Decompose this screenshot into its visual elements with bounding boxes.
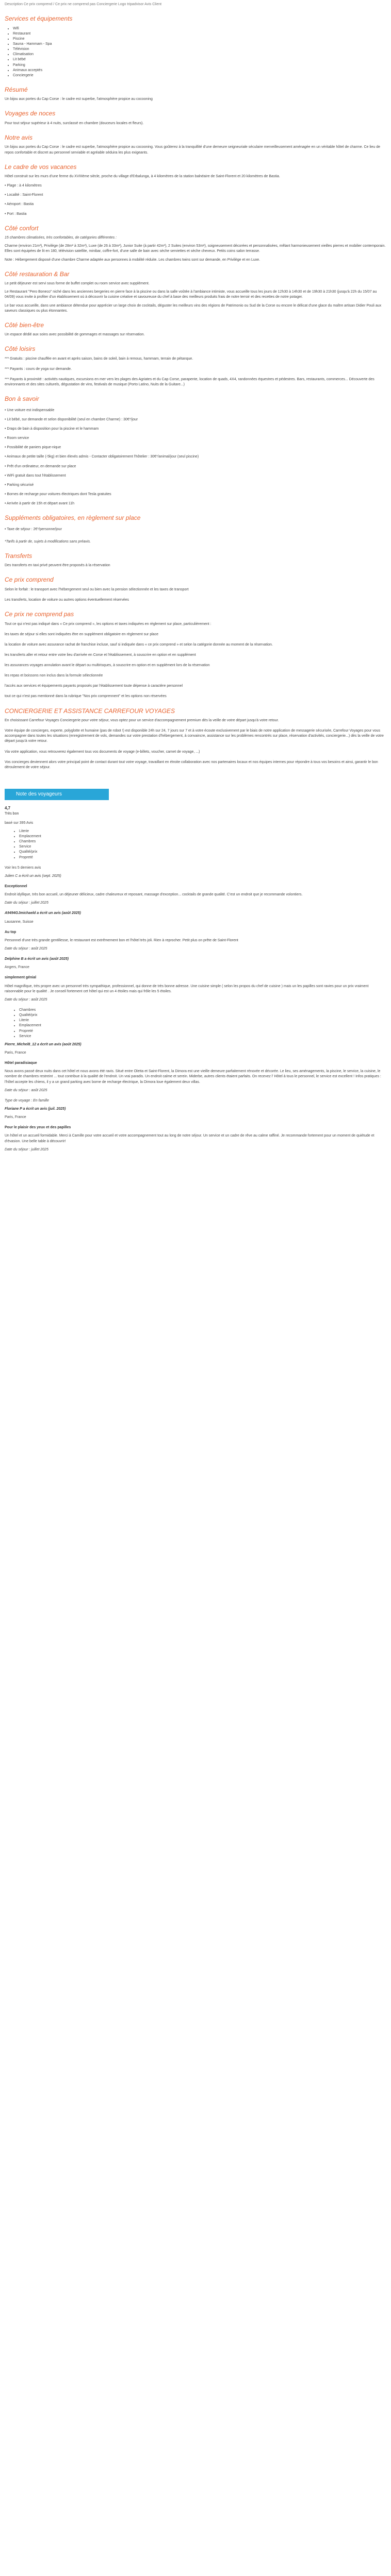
resume-text: Un bijou aux portes du Cap Corse : le cadre est superbe, l'atmosphère propice au cocooning [5,97,153,101]
page-root [0,0,391,1153]
service-item: • Parking [13,63,386,68]
supplements-note: *Tarifs à partir de, sujets à modifications sans préavis. [5,539,91,544]
review-date: Date du séjour : août 2025 [5,1088,47,1092]
confort-intro: 15 chambres climatisées, très confortables, de catégories différentes : [5,236,117,240]
necomprend-item: les repas et boissons non inclus dans la formule sélectionnée [5,674,103,678]
bonavoir-item: • WiFi gratuit dans tout l'établissement [5,473,66,478]
review-location: Lausanne, Suisse [5,920,34,924]
bonavoir-item-text: Possibilité de paniers pique-nique [7,446,61,450]
transferts-title: Transferts [5,552,32,560]
voyages-title: Voyages de noces [5,110,56,117]
necomprend-item: la location de voiture avec assurance rachat de franchise incluse, sauf si indiquée dans « ce prix comprend » et selon la catégorie donnée au moment de la réservation. [5,642,273,647]
review-trip-type: Type de voyage : En famille [5,1098,49,1103]
bonavoir-item: • Parking sécurisé [5,483,34,487]
cadre-title: Le cadre de vos vacances [5,163,77,171]
restauration-title: Côté restauration & Bar [5,270,70,278]
review-item [5,911,386,924]
services-list [13,26,386,78]
service-item: • Restaurant [13,31,386,37]
review-item [5,1098,386,1153]
bonavoir-item: • Lit bébé, sur demande et selon disponibilité (seul en chambre Charme) : 30€*/jour [5,417,138,421]
conciergerie-p3: Via votre application, vous retrouverez également tous vos documents de voyage (e-billets, voucher, carnet de voyage, ...) [5,750,200,754]
criterion-item: • Literie [19,1018,386,1023]
supplements-title: Suppléments obligatoires, en règlement sur place [5,514,141,522]
review-score: 4,7 [5,806,11,810]
review-title: Exceptionnel [5,885,27,888]
bonavoir-item-text: Draps de bain à disposition pour la piscine et le hammam [7,427,99,431]
necomprend-item: les assurances voyages annulation avant le départ ou multirisques, à souscrire en option et en supplément lors de la réservation [5,664,210,668]
service-item: • Piscine [13,37,386,42]
service-item: • Télévision [13,47,386,52]
review-count: basé sur 395 Avis [5,821,34,825]
criterion-item: • Chambres [19,839,386,844]
bonavoir-item: • Une voiture est indispensable [5,408,55,412]
loisirs-title: Côté loisirs [5,345,36,353]
service-item: • Lit bébé [13,57,386,62]
cadre-text: Hôtel construit sur les murs d'une ferme du XVIIIème siècle, proche du village d'Erbalunga, à 4 kilomètres de la station balnéaire de Saint-Florent et 20 kilomètres de Bastia. [5,175,280,179]
bonavoir-item-text: Room service [7,436,29,440]
bonavoir-item-text: Prêt d'un ordinateur, en demande sur place [7,464,76,468]
criterion-item: • Emplacement [19,834,386,839]
review-text: Personnel d'une très grande gentillesse, le restaurant est extrêmement bon et l'hôtel très joli. Rien à reprocher. Petit plus on prête de Saint-Florent [5,938,238,942]
criterion-item: • Service [19,844,386,850]
review-date: Date du séjour : août 2025 [5,997,47,1002]
supplement-item-text: Taxe de séjour : 2€*/personne/jour [7,527,62,531]
criterion-item: • Chambres [19,1008,386,1013]
restauration-p3: Le bar vous accueille, dans une ambiance détendue pour apprécier un large choix de cocktails, déguster les meilleurs vins des régions de Patrimonio ou Sud de la Corse ou encore le délicat d'une glace du maître artisan Didier Pouli aux saveurs classiques ou plus étonnantes. [5,303,382,313]
review-item [5,975,386,1003]
bonavoir-item-text: Une voiture est indispensable [7,408,55,412]
necomprend-item: l'accès aux services et équipements payants proposés par l'établissement toute dépense à caractère personnel [5,684,183,688]
service-item: • Conciergerie [13,73,386,78]
conciergerie-p4: Vos concierges deviennent alors votre principal point de contact durant tout votre voyage, travaillant en étroite collaboration avec nos partenaires locaux et nos équipes internes pour répondre à tous vos besoins et ainsi, garantir le bon déroulement de votre séjour. [5,760,378,769]
conciergerie-p2: Votre équipe de concierges, experte, polyglotte et humaine (pas de robot !) est disponible 24h sur 24, 7 jours sur 7 et à votre écoute exclusivement par le biais de notre application de messagerie sécurisée, Carrefour Voyages pour vous accompagner dans toutes les situations (enregistrement de vols, demandes sur votre prestation d'hébergement, à convaincre, assistance sur les problèmes rencontrés sur place, réservation d'activités, conciergerie...) dès la veille de votre départ jusqu'à votre retour. [5,729,384,743]
review-item [5,957,386,970]
bonavoir-item: • Draps de bain à disposition pour la piscine et le hammam [5,427,99,431]
bonavoir-item-text: Lit bébé, sur demande et selon disponibilité (seul en chambre Charme) : 30€*/jour [7,417,138,421]
review-author: Julien C a écrit un avis (sept. 2025) [5,874,61,878]
cadre-item: • Aéroport : Bastia [5,202,34,207]
bonavoir-title: Bon à savoir [5,395,39,403]
review-label: Très bon [5,811,19,816]
services-title: Services et équipements [5,15,73,23]
criterion-item: • Propreté [19,1029,386,1034]
review-item [5,874,386,906]
loisirs-proximite: *** Payants à proximité : activités nautiques, excursions en mer vers les plages des Agriates et du Cap Corse, parapente, location de quads, 4X4, randonnées équestres et pédestres. Bars, restaurants, commerces... Découverte des environnants et des sites culturels, dégustation de vins, festivals de musique (Porto Latino, Nuits de la Guitare...) [5,378,374,387]
criterion-item: • Propreté [19,855,386,860]
review-title: Hôtel paradisiaque [5,1061,37,1065]
last-reviews-link[interactable]: Voir les 5 derniers avis [5,866,41,870]
criterion-item: • Emplacement [19,1023,386,1028]
service-item: • Animaux acceptés [13,68,386,73]
cadre-item-text: Aéroport : Bastia [7,202,34,207]
review-text: Endroit idyllique, très bon accueil, un déjeuner délicieux, cadre chaleureux et reposant, massage d'exception... cocktails de grande qualité. C'est un endroit que je recommande volontiers. [5,893,303,897]
loisirs-gratuits: *** Gratuits : piscine chauffée en avant et après saison, bains de soleil, bain à remous, hammam, terrain de pétanque. [5,357,193,361]
review-author: Pierre_Michel8_12 a écrit un avis (août 2025) [5,1042,82,1046]
cadre-item-text: Port : Bastia [7,212,27,216]
confort-title: Côté confort [5,224,39,232]
cadre-item: • Plage : à 4 kilomètres [5,184,42,188]
review-text: Hôtel magnifique, très propre avec un personnel très sympathique, professionnel, qui donne de très bonne adresse. Une cuisine simple ( selon les propos du chef de cuisine ) mais un les papilles sont ravies pour un prix vraiment raisonnable pour le qualité . Je conseil fortement cet hôtel qui est un 4 étoiles mais qui frôle les 5 étoiles. [5,984,369,993]
review-author: A9494GJmichaeld a écrit un avis (août 2025) [5,911,81,916]
review-text: Nous avons passé deux nuits dans cet hôtel et nous avons été ravis. Situé entre Oletta et Saint-Florent, la Dimora est une vieille demeure parfaitement rénovée et décorée. Le lieu, ses aménagements, la piscine, le service, la cuisine, le nombre de chambres restreint ... tout contribue à la qualité de l'endroit. Un vrai paradis. Un endroit calme et serein. Miderbe, autres clients étaient parfaits. On recevez l' Hôtel à tous le personnel, le service est excellent ! Infos pratiques : l'hôtel accepte les chiens, il y a un grand parking avec borne de recharge électrique, la Dimora loue également deux villas. [5,1070,381,1084]
transferts-text: Des transferts en taxi privé peuvent être proposés à la réservation [5,564,110,568]
necomprend-item: tout ce qui n'est pas mentionné dans la rubrique "Nos prix comprennent" et les options non réservées [5,694,167,699]
reviews-header: Note des voyageurs [5,789,109,800]
necomprend-title: Ce prix ne comprend pas [5,611,74,618]
restauration-p1: Le petit déjeuner est servi sous forme de buffet complet ou room service avec supplément. [5,282,150,286]
bonavoir-item: • Possibilité de paniers pique-nique [5,446,61,450]
restauration-p2: Le Restaurant "Pero Boneco" niché dans les anciennes bergeries en pierre face à la piscine ou dans la salle voûtée à l'ambiance intimiste, vous accueille tous les jours de 12h30 à 14h30 et de 19h30 à 21h30 (jusqu'à 22h du 15/07 au 04/09) vous invite à profiter d'un établissement où à découvrir la cuisine créative et savoureuse du chef à base des meilleurs produits frais de notre terroir et des recettes de notre potager. [5,290,377,299]
confort-note: Note : Hébergement disposé d'une chambre Charme adaptée aux personnes à mobilité réduite. Les chambres twins sont sur demande, en Privilège et en Luxe. [5,258,260,262]
service-item: • Sauna - Hammam - Spa [13,42,386,47]
comprend-title: Ce prix comprend [5,576,54,584]
review-location: Angers, France [5,965,29,970]
review-author: Floriane P a écrit un avis (juil. 2025) [5,1107,66,1111]
review-date: Date du séjour : août 2025 [5,946,47,951]
cadre-item-text: Localité : Saint-Florent [7,193,43,197]
review-criteria-list [19,1008,386,1039]
service-item: • Climatisation [13,52,386,57]
service-item: • Wifi [13,26,386,31]
criterion-item: • Service [19,1034,386,1039]
bonavoir-item: • Room service [5,436,29,440]
bonavoir-item: • Animaux de petite taille (-5kg) et bien élevés admis - Contacter obligatoirement l'hôtelier : 30€*/animal/jour (seul piscine) [5,455,199,459]
bonavoir-item: • Arrivée à partir de 15h et départ avant 11h [5,502,75,506]
review-date: Date du séjour : juillet 2025 [5,1147,48,1151]
criterion-item: • Qualité/prix [19,850,386,855]
review-location: Paris, France [5,1115,26,1120]
review-title: Au top [5,930,17,934]
criterion-item: • Qualité/prix [19,1013,386,1018]
comprend-p1: Selon le forfait : le transport avec l'hébergement seul ou bien avec la pension sélectionnée et les taxes de transport [5,587,189,591]
bonavoir-item-text: WiFi gratuit dans tout l'établissement [7,473,66,478]
review-title: simplement génial [5,976,37,980]
bonavoir-item-text: Animaux de petite taille (-5kg) et bien élevés admis - Contacter obligatoirement l'hôtelier : 30€*/animal/jour (seul piscine) [7,455,199,459]
comprend-p2: Les transferts, location de voiture ou autres options éventuellement réservées [5,598,129,602]
criterion-item: • Literie [19,829,386,834]
loisirs-payants: *** Payants : cours de yoga sur demande. [5,367,72,371]
necomprend-item: les taxes de séjour si elles sont indiquées être en supplément obligatoire en règlement sur place [5,632,159,636]
avis-title: Notre avis [5,134,33,141]
bonavoir-item-text: Parking sécurisé [7,483,34,487]
review-title: Pour le plaisir des yeux et des papilles [5,1126,71,1130]
review-author: Delphine B a écrit un avis (août 2025) [5,957,69,961]
review-text: Un hôtel et un accueil formidable. Merci à Camille pour votre accueil et votre accompagnement tout au long de notre séjour. Un service et un cadre de rêve au calme raffiné. Je recommande fortement pour un moment de quiétude et d'évasion. Une belle table à découvrir! [5,1134,374,1143]
voyages-text: Pour tout séjour supérieur à 4 nuits, surclassé en chambre (douceurs locales et fleurs). [5,121,144,125]
avis-text: Un bijou aux portes du Cap Corse : le cadre est superbe, l'atmosphère propice au cocooning. Vous goûterez à la tranquillité d'une demeure seigneuriale séculaire merveilleusement aménagée en un véritable hôtel de charme. Ce lieu de repos confortable et discret au personnel serviable et agréable séduira les plus exigeants. [5,145,380,155]
bonavoir-item-text: Bornes de recharge pour voitures électriques dont Tesla gratuites [7,492,111,496]
cadre-item: • Port : Bastia [5,212,27,216]
confort-text: Charme (environ 21m²), Privilège (de 28m² à 32m²), Luxe (de 26 à 33m²), Junior Suite (à partir 42m²), 2 Suites (environ 53m²), soigneusement décorées et personnalisées, mêlant harmonieusement vieilles pierres et mobilier contemporain. Elles sont équipées de lit en 180, télévision satellite, minibar, coffre-fort, d'une salle de bain avec sèche serviettes et sèche cheveux. Petits coins salon terrasse. [5,244,386,253]
bienetre-text: Un espace dédié aux soins avec possibilité de gommages et massages sur réservation. [5,333,145,337]
review-item [5,930,386,952]
supplement-item: • Taxe de séjour : 2€*/personne/jour [5,527,62,531]
cadre-item: • Localité : Saint-Florent [5,193,43,197]
review-date: Date du séjour : juillet 2025 [5,901,48,905]
necomprend-item: Tout ce qui n'est pas indiqué dans « Ce prix comprend », les options et taxes indiquées en règlement sur place, particulièrement : [5,622,211,626]
breadcrumb[interactable]: Description Ce prix comprend / Ce prix ne comprend pas Conciergerie Logo tripadvisor Avis Client [5,3,162,6]
resume-title: Résumé [5,86,28,93]
review-location: Paris, France [5,1050,26,1055]
bonavoir-item: • Bornes de recharge pour voitures électriques dont Tesla gratuites [5,492,111,496]
conciergerie-p1: En choisissant Carrefour Voyages Conciergerie pour votre séjour, vous optez pour un service d'accompagnement premium dès la veille de votre départ jusqu'à votre retour. [5,719,279,723]
review-item [5,1042,386,1093]
bienetre-title: Côté bien-être [5,321,44,329]
bonavoir-item: • Prêt d'un ordinateur, en demande sur place [5,464,76,468]
conciergerie-title: CONCIERGERIE ET ASSISTANCE CARREFOUR VOYAGES [5,707,175,715]
necomprend-item: les transferts aller et retour entre votre lieu d'arrivée en Corse et l'établissement, à souscrire en option et en supplément [5,653,196,657]
bonavoir-item-text: Arrivée à partir de 15h et départ avant 11h [7,502,75,506]
cadre-item-text: Plage : à 4 kilomètres [7,184,42,188]
review-criteria-list [19,829,386,860]
